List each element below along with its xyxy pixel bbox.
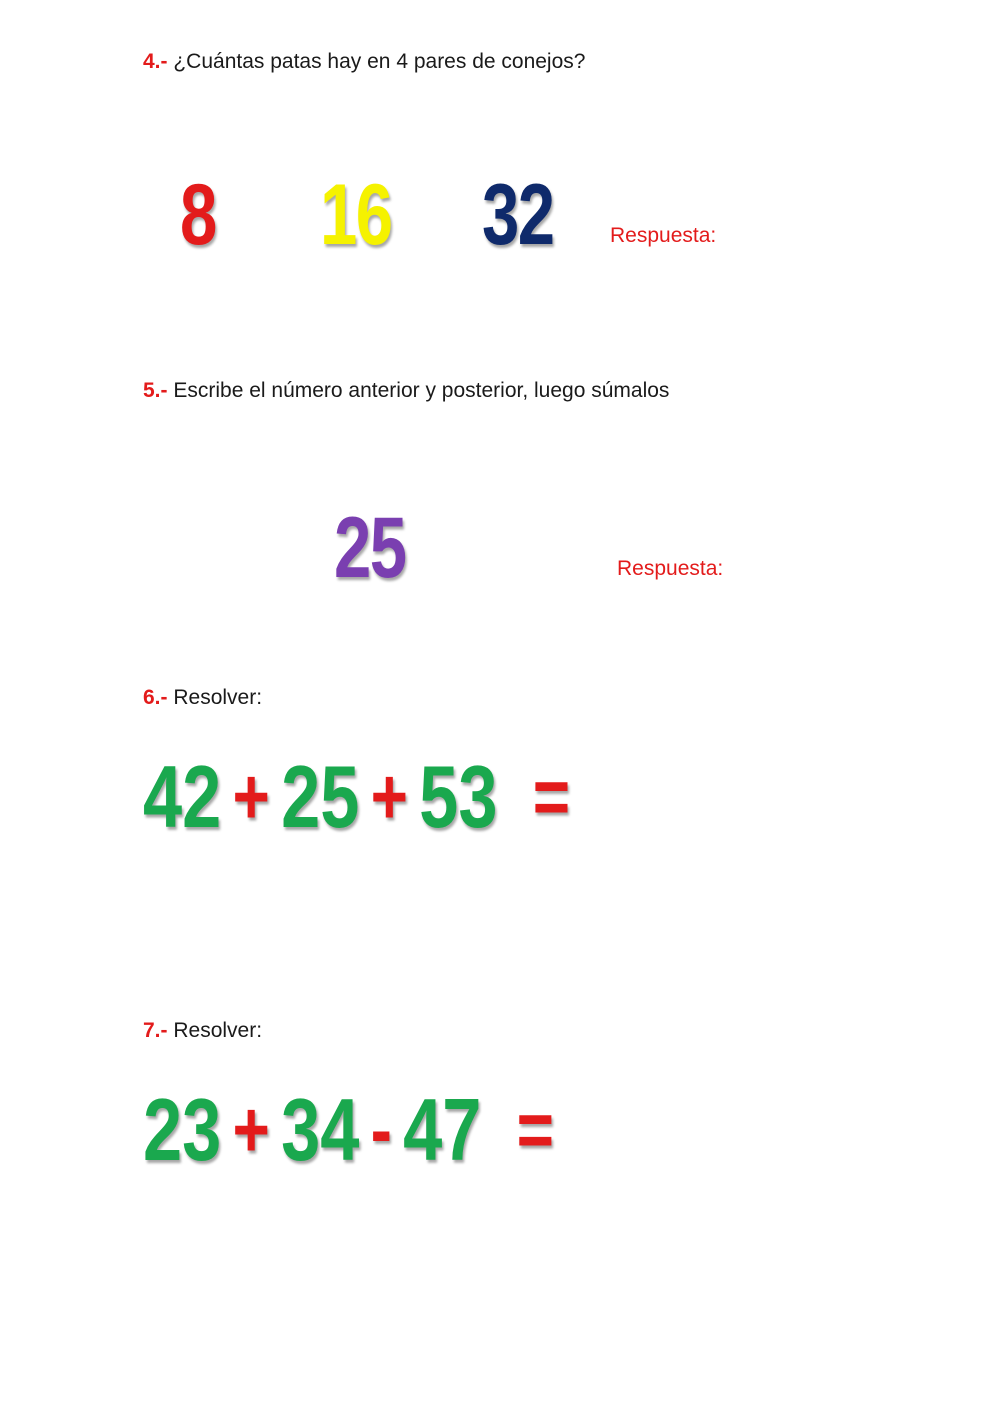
question-6-text: Resolver:: [167, 686, 263, 709]
eq7-equals: =: [516, 1085, 554, 1174]
answer-label-q4: Respuesta:: [610, 224, 717, 247]
question-6-number: 6.-: [143, 686, 168, 709]
equation-7: [143, 1080, 554, 1179]
number-25: 25: [334, 500, 406, 596]
question-4-number: 4.-: [143, 50, 168, 73]
answer-label-q5: Respuesta:: [617, 557, 724, 580]
eq6-term-42: 42: [143, 747, 222, 846]
question-7: [143, 1019, 262, 1043]
eq7-plus: +: [232, 1085, 270, 1174]
question-4: [143, 50, 585, 74]
eq7-term-47: 47: [403, 1080, 482, 1179]
eq6-term-25: 25: [281, 747, 360, 846]
question-6: [143, 686, 262, 710]
question-4-text: ¿Cuántas patas hay en 4 pares de conejos?: [167, 50, 586, 73]
question-5-number: 5.-: [143, 379, 168, 402]
eq7-minus: -: [370, 1085, 392, 1174]
eq7-term-23: 23: [143, 1080, 222, 1179]
eq6-equals: =: [532, 752, 571, 841]
option-32[interactable]: 32: [482, 167, 554, 263]
question-7-text: Resolver:: [167, 1019, 263, 1042]
question-7-number: 7.-: [143, 1019, 168, 1042]
option-16[interactable]: 16: [320, 167, 392, 263]
eq6-plus-1: +: [232, 752, 270, 841]
equation-6: [143, 747, 571, 846]
question-5: [143, 379, 669, 403]
question-5-text: Escribe el número anterior y posterior, luego súmalos: [167, 379, 670, 402]
eq6-term-53: 53: [419, 747, 498, 846]
option-8[interactable]: 8: [180, 167, 216, 263]
eq6-plus-2: +: [370, 752, 408, 841]
eq7-term-34: 34: [281, 1080, 360, 1179]
